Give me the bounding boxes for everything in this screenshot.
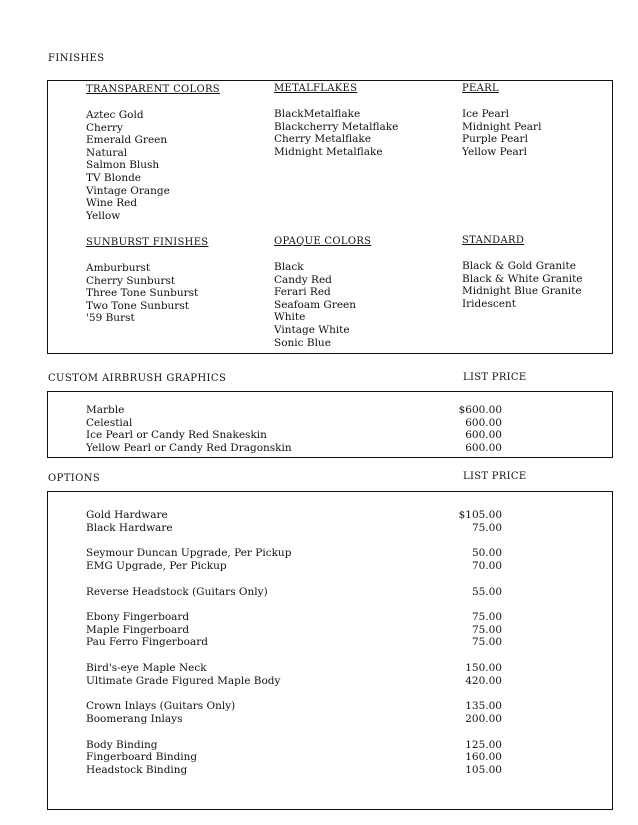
- finish-item: TV Blonde: [86, 171, 142, 184]
- finish-item: Amburburst: [86, 262, 151, 274]
- finish-item: Cherry Sunburst: [86, 274, 176, 287]
- option-price: 600.00: [465, 429, 502, 441]
- airbrush-list-price-label: LIST PRICE: [463, 372, 527, 383]
- finish-item: Yellow Pearl: [462, 145, 528, 158]
- option-group: [86, 662, 506, 687]
- price-row: [86, 429, 506, 442]
- option-price: 70.00: [471, 559, 502, 572]
- option-name: Gold Hardware: [86, 509, 168, 521]
- option-price: $600.00: [458, 404, 502, 416]
- option-name: EMG Upgrade, Per Pickup: [86, 559, 227, 572]
- price-row: [86, 764, 506, 777]
- price-row: [86, 751, 506, 764]
- option-group: [86, 586, 506, 599]
- price-row: [86, 624, 506, 637]
- price-row: [86, 739, 506, 752]
- finish-item: Wine Red: [86, 197, 138, 210]
- column-heading: METALFLAKES: [274, 83, 358, 94]
- finish-item: Emerald Green: [86, 134, 168, 147]
- option-price: 75.00: [471, 636, 502, 649]
- finish-item: '59 Burst: [86, 312, 135, 325]
- option-price: 75.00: [471, 521, 502, 534]
- finishes-title: FINISHES: [48, 53, 105, 64]
- option-name: Body Binding: [86, 738, 158, 751]
- option-group: [86, 739, 506, 777]
- finish-item: Black & White Granite: [462, 272, 583, 285]
- finish-item: BlackMetalflake: [274, 108, 361, 120]
- option-price: 50.00: [471, 547, 502, 560]
- option-group: [86, 700, 506, 725]
- option-name: Bird's-eye Maple Neck: [86, 662, 207, 675]
- option-name: Reverse Headstock (Guitars Only): [86, 585, 268, 598]
- price-row: [86, 417, 506, 430]
- finish-item: Vintage White: [274, 323, 350, 336]
- option-name: Fingerboard Binding: [86, 751, 198, 764]
- finish-column-pearl: [462, 82, 541, 158]
- price-row: [86, 662, 506, 675]
- finish-item: Black: [274, 261, 304, 273]
- options-box: [47, 491, 613, 810]
- option-name: Ultimate Grade Figured Maple Body: [86, 674, 281, 687]
- option-price: $105.00: [458, 509, 502, 521]
- option-price: 75.00: [471, 623, 502, 636]
- option-price: 55.00: [471, 585, 502, 598]
- column-heading: PEARL: [462, 83, 499, 94]
- finish-item: Seafoam Green: [274, 298, 357, 311]
- price-row: [86, 636, 506, 649]
- option-name: Seymour Duncan Upgrade, Per Pickup: [86, 547, 292, 560]
- price-row: [86, 509, 506, 522]
- finish-item: Midnight Pearl: [462, 120, 542, 133]
- column-heading: SUNBURST FINISHES: [86, 237, 209, 248]
- finish-item: Purple Pearl: [462, 133, 528, 146]
- options-title: OPTIONS: [48, 473, 101, 484]
- finish-item: Natural: [86, 146, 128, 159]
- price-row: [86, 547, 506, 560]
- option-name: Yellow Pearl or Candy Red Dragonskin: [86, 441, 292, 454]
- finish-item: Midnight Metalflake: [274, 145, 383, 158]
- options-list: [86, 509, 506, 790]
- column-heading: OPAQUE COLORS: [274, 236, 372, 247]
- price-row: [86, 404, 506, 417]
- option-price: 105.00: [465, 763, 502, 776]
- finish-item: Aztec Gold: [86, 109, 144, 121]
- option-price: 150.00: [465, 662, 502, 675]
- finish-item: Three Tone Sunburst: [86, 287, 199, 300]
- options-list-price-label: LIST PRICE: [463, 471, 527, 482]
- price-row: [86, 522, 506, 535]
- finish-item: Cherry: [86, 121, 123, 134]
- option-name: Marble: [86, 404, 125, 416]
- option-name: Ice Pearl or Candy Red Snakeskin: [86, 429, 267, 441]
- option-name: Ebony Fingerboard: [86, 611, 190, 624]
- option-price: 600.00: [465, 416, 502, 429]
- option-name: Celestial: [86, 416, 133, 429]
- option-name: Black Hardware: [86, 521, 173, 534]
- finish-item: Midnight Blue Granite: [462, 285, 582, 298]
- finish-column-transparent: [86, 83, 220, 222]
- finishes-box: [47, 80, 613, 354]
- price-row: [86, 560, 506, 573]
- airbrush-list: [86, 404, 506, 454]
- option-group: [86, 547, 506, 572]
- finish-column-standard: [462, 234, 583, 310]
- price-row: [86, 713, 506, 726]
- finish-item: Black & Gold Granite: [462, 260, 576, 272]
- price-row: [86, 586, 506, 599]
- airbrush-title: CUSTOM AIRBRUSH GRAPHICS: [48, 373, 227, 384]
- finish-item: Ferari Red: [274, 286, 331, 299]
- finish-item: Ice Pearl: [462, 108, 510, 120]
- option-name: Headstock Binding: [86, 763, 188, 776]
- column-heading: TRANSPARENT COLORS: [86, 84, 220, 95]
- finish-column-sunburst: [86, 236, 208, 325]
- option-group: [86, 509, 506, 534]
- price-row: [86, 700, 506, 713]
- finish-item: Blackcherry Metalflake: [274, 120, 399, 133]
- option-price: 420.00: [465, 674, 502, 687]
- finish-column-metalflakes: [274, 82, 398, 158]
- option-name: Crown Inlays (Guitars Only): [86, 700, 236, 713]
- option-price: 75.00: [471, 611, 502, 624]
- price-row: [86, 611, 506, 624]
- finish-item: Iridescent: [462, 297, 516, 310]
- finish-item: Cherry Metalflake: [274, 133, 371, 146]
- option-name: Maple Fingerboard: [86, 623, 190, 636]
- column-heading: STANDARD: [462, 235, 525, 246]
- option-group: [86, 611, 506, 649]
- finish-item: Salmon Blush: [86, 159, 160, 172]
- finish-item: Sonic Blue: [274, 336, 331, 349]
- finish-column-opaque: [274, 235, 371, 349]
- option-price: 600.00: [465, 441, 502, 454]
- price-row: [86, 442, 506, 455]
- finish-item: Two Tone Sunburst: [86, 299, 189, 312]
- price-row: [86, 675, 506, 688]
- option-name: Boomerang Inlays: [86, 712, 183, 725]
- option-price: 200.00: [465, 712, 502, 725]
- airbrush-box: [47, 391, 613, 458]
- finish-item: Vintage Orange: [86, 184, 170, 197]
- option-price: 160.00: [465, 751, 502, 764]
- option-price: 135.00: [465, 700, 502, 713]
- finish-item: White: [274, 311, 306, 324]
- option-name: Pau Ferro Fingerboard: [86, 636, 208, 649]
- finish-item: Candy Red: [274, 273, 332, 286]
- finish-item: Yellow: [86, 209, 121, 222]
- option-price: 125.00: [465, 738, 502, 751]
